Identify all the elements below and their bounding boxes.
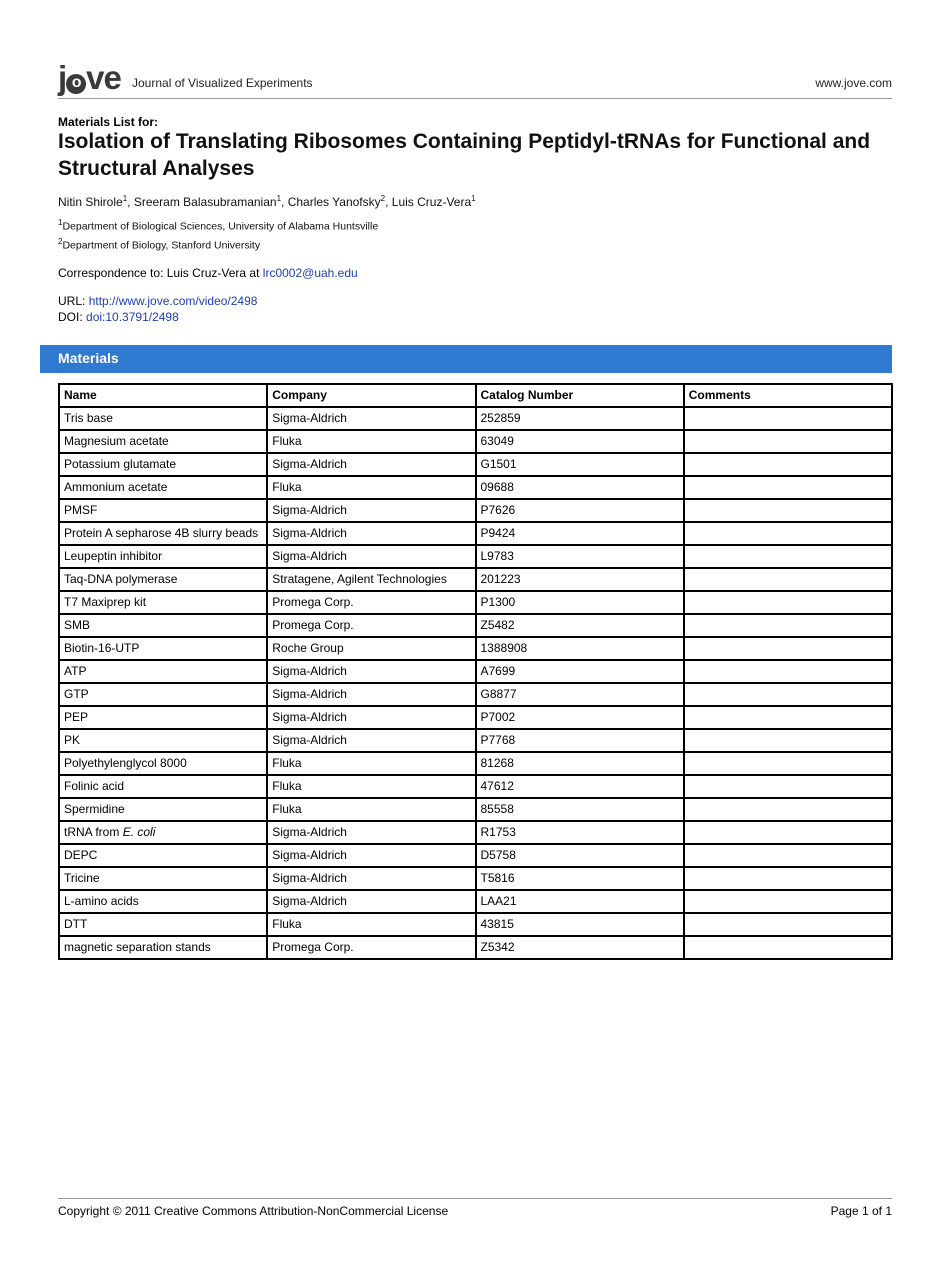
table-cell bbox=[684, 637, 892, 660]
table-cell: DEPC bbox=[59, 844, 267, 867]
table-row bbox=[59, 798, 892, 821]
table-row bbox=[59, 545, 892, 568]
table-cell: Polyethylenglycol 8000 bbox=[59, 752, 267, 775]
table-cell: G1501 bbox=[476, 453, 684, 476]
table-cell: 85558 bbox=[476, 798, 684, 821]
table-cell: Fluka bbox=[267, 430, 475, 453]
materials-table bbox=[58, 383, 893, 960]
table-row bbox=[59, 913, 892, 936]
table-cell bbox=[684, 614, 892, 637]
table-cell: Sigma-Aldrich bbox=[267, 683, 475, 706]
table-row bbox=[59, 936, 892, 959]
table-cell: PK bbox=[59, 729, 267, 752]
table-cell: PMSF bbox=[59, 499, 267, 522]
table-cell: Sigma-Aldrich bbox=[267, 844, 475, 867]
url-label: URL: bbox=[58, 294, 89, 308]
table-cell bbox=[684, 798, 892, 821]
table-cell: 63049 bbox=[476, 430, 684, 453]
author-affiliation: 1 bbox=[471, 194, 476, 203]
table-cell: Fluka bbox=[267, 752, 475, 775]
table-row bbox=[59, 821, 892, 844]
table-cell: Fluka bbox=[267, 798, 475, 821]
table-cell: 43815 bbox=[476, 913, 684, 936]
table-cell: Promega Corp. bbox=[267, 614, 475, 637]
author-name: Charles Yanofsky bbox=[287, 195, 381, 209]
table-cell bbox=[684, 660, 892, 683]
table-cell bbox=[684, 844, 892, 867]
correspondence bbox=[58, 266, 358, 280]
table-row bbox=[59, 637, 892, 660]
table-row bbox=[59, 407, 892, 430]
table-cell: Tris base bbox=[59, 407, 267, 430]
table-row bbox=[59, 660, 892, 683]
table-cell bbox=[684, 430, 892, 453]
author-list: Nitin Shirole$^1$, Sreeram Balasubramanian$^1$, Charles Yanofsky$^2$, Luis Cruz-Vera$^1$ bbox=[58, 194, 476, 209]
table-row bbox=[59, 683, 892, 706]
table-cell: Promega Corp. bbox=[267, 936, 475, 959]
table-cell bbox=[684, 706, 892, 729]
table-row bbox=[59, 499, 892, 522]
author-name: Nitin Shirole bbox=[58, 195, 123, 209]
column-header: Comments bbox=[684, 384, 892, 407]
column-header: Name bbox=[59, 384, 267, 407]
table-cell bbox=[684, 821, 892, 844]
table-cell: Sigma-Aldrich bbox=[267, 453, 475, 476]
table-cell: 81268 bbox=[476, 752, 684, 775]
table-cell: Stratagene, Agilent Technologies bbox=[267, 568, 475, 591]
table-header-row bbox=[59, 384, 892, 407]
table-cell bbox=[684, 591, 892, 614]
table-cell bbox=[684, 752, 892, 775]
video-url-link[interactable]: http://www.jove.com/video/2498 bbox=[88, 294, 258, 308]
table-cell: Fluka bbox=[267, 476, 475, 499]
table-cell: 1388908 bbox=[476, 637, 684, 660]
table-cell: Sigma-Aldrich bbox=[267, 522, 475, 545]
table-cell: P1300 bbox=[476, 591, 684, 614]
table-cell: LAA21 bbox=[476, 890, 684, 913]
table-cell bbox=[684, 522, 892, 545]
table-cell: Sigma-Aldrich bbox=[267, 660, 475, 683]
affiliation-2 bbox=[58, 237, 260, 252]
table-row bbox=[59, 568, 892, 591]
table-cell: Sigma-Aldrich bbox=[267, 867, 475, 890]
table-cell: T5816 bbox=[476, 867, 684, 890]
table-cell: SMB bbox=[59, 614, 267, 637]
table-cell: Sigma-Aldrich bbox=[267, 499, 475, 522]
table-cell: Sigma-Aldrich bbox=[267, 407, 475, 430]
affiliation-1 bbox=[58, 218, 378, 233]
table-cell: P9424 bbox=[476, 522, 684, 545]
table-cell: L-amino acids bbox=[59, 890, 267, 913]
affiliation-text: Department of Biological Sciences, University of Alabama Huntsville bbox=[62, 220, 379, 233]
article-title: Isolation of Translating Ribosomes Containing Peptidyl-tRNAs for Functional and Structural Analyses bbox=[58, 130, 871, 180]
table-row bbox=[59, 890, 892, 913]
page-header bbox=[58, 58, 892, 99]
table-row bbox=[59, 729, 892, 752]
table-cell: Fluka bbox=[267, 913, 475, 936]
table-cell: Z5342 bbox=[476, 936, 684, 959]
affiliation-number: 1 bbox=[58, 218, 63, 227]
table-cell: magnetic separation stands bbox=[59, 936, 267, 959]
table-cell bbox=[684, 568, 892, 591]
table-cell bbox=[684, 729, 892, 752]
table-cell: 252859 bbox=[476, 407, 684, 430]
table-row bbox=[59, 706, 892, 729]
table-cell: PEP bbox=[59, 706, 267, 729]
table-cell: tRNA from E. coli bbox=[59, 821, 267, 844]
table-cell: Sigma-Aldrich bbox=[267, 545, 475, 568]
affiliation-number: 2 bbox=[58, 237, 63, 246]
table-cell: P7002 bbox=[476, 706, 684, 729]
table-cell: Biotin-16-UTP bbox=[59, 637, 267, 660]
table-cell: GTP bbox=[59, 683, 267, 706]
materials-section-header bbox=[40, 345, 892, 373]
table-cell: Protein A sepharose 4B slurry beads bbox=[59, 522, 267, 545]
table-cell: Sigma-Aldrich bbox=[267, 821, 475, 844]
correspondence-label: Correspondence to: Luis Cruz-Vera at bbox=[58, 266, 263, 280]
table-cell: Magnesium acetate bbox=[59, 430, 267, 453]
table-cell: 09688 bbox=[476, 476, 684, 499]
table-row bbox=[59, 752, 892, 775]
table-cell: G8877 bbox=[476, 683, 684, 706]
author-name: Sreeram Balasubramanian bbox=[133, 195, 277, 209]
table-cell: DTT bbox=[59, 913, 267, 936]
table-cell: Tricine bbox=[59, 867, 267, 890]
table-row bbox=[59, 522, 892, 545]
email-link[interactable]: lrc0002@uah.edu bbox=[262, 266, 358, 280]
table-cell: T7 Maxiprep kit bbox=[59, 591, 267, 614]
table-row bbox=[59, 867, 892, 890]
table-row bbox=[59, 775, 892, 798]
table-row bbox=[59, 476, 892, 499]
table-cell: Sigma-Aldrich bbox=[267, 729, 475, 752]
table-cell bbox=[684, 499, 892, 522]
url-line bbox=[58, 294, 257, 308]
table-cell: Sigma-Aldrich bbox=[267, 890, 475, 913]
table-cell: Ammonium acetate bbox=[59, 476, 267, 499]
table-cell: P7626 bbox=[476, 499, 684, 522]
table-cell bbox=[684, 545, 892, 568]
table-cell: Promega Corp. bbox=[267, 591, 475, 614]
author-name: Luis Cruz-Vera bbox=[391, 195, 472, 209]
table-cell: Roche Group bbox=[267, 637, 475, 660]
page-number: Page 1 of 1 bbox=[830, 1204, 892, 1218]
column-header: Company bbox=[267, 384, 475, 407]
doi-link[interactable]: doi:10.3791/2498 bbox=[86, 310, 179, 324]
table-cell: Z5482 bbox=[476, 614, 684, 637]
table-cell: L9783 bbox=[476, 545, 684, 568]
author-affiliation: 1 bbox=[122, 194, 128, 203]
table-cell: Potassium glutamate bbox=[59, 453, 267, 476]
table-cell: 201223 bbox=[476, 568, 684, 591]
table-row bbox=[59, 430, 892, 453]
table-cell bbox=[684, 453, 892, 476]
table-row bbox=[59, 844, 892, 867]
section-title: Materials bbox=[58, 350, 119, 366]
table-cell: Leupeptin inhibitor bbox=[59, 545, 267, 568]
author-affiliation: 1 bbox=[276, 194, 282, 203]
table-cell bbox=[684, 775, 892, 798]
jove-logo[interactable]: j o ve bbox=[58, 59, 121, 96]
table-cell: Fluka bbox=[267, 775, 475, 798]
table-cell: D5758 bbox=[476, 844, 684, 867]
table-cell bbox=[684, 890, 892, 913]
doi-line bbox=[58, 310, 179, 324]
table-row bbox=[59, 591, 892, 614]
table-row bbox=[59, 614, 892, 637]
table-cell: Taq-DNA polymerase bbox=[59, 568, 267, 591]
page-footer bbox=[58, 1198, 892, 1218]
table-cell: Sigma-Aldrich bbox=[267, 706, 475, 729]
author-affiliation: 2 bbox=[380, 194, 386, 203]
table-cell bbox=[684, 936, 892, 959]
table-cell: P7768 bbox=[476, 729, 684, 752]
affiliation-text: Department of Biology, Stanford University bbox=[62, 239, 261, 252]
table-cell: R1753 bbox=[476, 821, 684, 844]
site-link[interactable]: www.jove.com bbox=[815, 76, 892, 90]
table-cell bbox=[684, 683, 892, 706]
table-cell bbox=[684, 867, 892, 890]
table-row bbox=[59, 453, 892, 476]
table-cell: A7699 bbox=[476, 660, 684, 683]
table-cell bbox=[684, 476, 892, 499]
table-cell: Spermidine bbox=[59, 798, 267, 821]
table-cell: Folinic acid bbox=[59, 775, 267, 798]
copyright: Copyright © 2011 Creative Commons Attribution-NonCommercial License bbox=[58, 1204, 449, 1218]
doi-label: DOI: bbox=[58, 310, 87, 324]
journal-name: Journal of Visualized Experiments bbox=[132, 76, 313, 90]
column-header: Catalog Number bbox=[476, 384, 684, 407]
materials-list-label: Materials List for: bbox=[58, 115, 159, 129]
table-cell bbox=[684, 407, 892, 430]
table-cell: ATP bbox=[59, 660, 267, 683]
table-cell bbox=[684, 913, 892, 936]
table-cell: 47612 bbox=[476, 775, 684, 798]
